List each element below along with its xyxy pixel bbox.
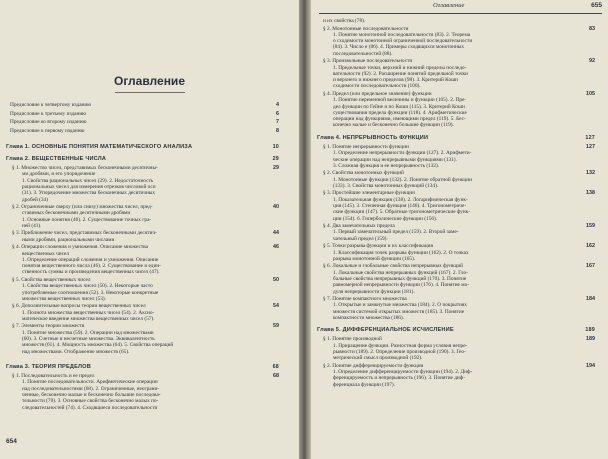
toc-page-ref: 4 — [276, 102, 279, 108]
preface-3 — [10, 119, 279, 125]
toc-line-text: 1. Локальные свойства непрерывных функций (167). 2. Гло- — [333, 269, 468, 276]
toc-page-ref: 7 — [276, 119, 279, 125]
toc-line-text: ней (41). — [22, 222, 42, 229]
toc-line-text: 3. Сложная функция и ее непрерывность (132). — [333, 162, 440, 169]
toc-line-text: Глава 5. ДИФФЕРЕНЦИАЛЬНОЕ ИСЧИСЛЕНИЕ — [317, 327, 454, 334]
toc-line-text: § 3. Произвольные последовательности — [323, 58, 413, 65]
chapter-1-heading — [6, 144, 279, 150]
toc-line-text: следовательностей (74). 4. Сходящиеся последовательности — [22, 404, 158, 411]
toc-line-text: 1. Свойства вещественных чисел (50). 2. Некоторые часто — [22, 283, 153, 290]
toc-line-text: вещественных чисел — [22, 250, 69, 257]
toc-line-text: 1. Монотонные функции (132). 2. Понятие обратной функции — [333, 176, 472, 183]
toc-page-ref: 127 — [585, 134, 595, 141]
toc-line-text: § 6. Локальные и глобальные свойства непрерывных функций — [323, 263, 463, 270]
toc-line-text: Предисловие ко второму изданию — [10, 119, 87, 125]
toc-line-text: 1. Определение дифференцируемости функции (194). 2. Диф- — [333, 369, 473, 376]
toc-line-text: существования предела функции (118). 4. Арифметические — [333, 109, 467, 116]
toc-page-ref: 105 — [586, 90, 595, 97]
toc-line-text: ции (154). 6. Гиперболические функции (156). — [333, 215, 438, 222]
toc-line-text: дел функции по Гейне и по Коши (115). 3. Критерий Коши — [333, 103, 465, 110]
toc-line-text: множества вещественных чисел (53). — [22, 295, 107, 302]
toc-line-text: § 1. Множество чисел, представимых бесконечными десятичны- — [12, 165, 158, 171]
page-number-left: 654 — [6, 438, 17, 445]
toc-line-text: Глава 4. НЕПРЕРЫВНОСТЬ ФУНКЦИИ — [317, 134, 429, 141]
toc-line-text: 1. Определение операций сложения и умножения. Описание — [22, 256, 159, 263]
toc-line-text: компактности множества (186). — [333, 314, 404, 321]
toc-line-text: 1. Понятие множества (59). 2. Операции над множествами — [22, 329, 154, 336]
toc-line-text: вательности (92). 2. Расширение понятий предельной точки — [333, 70, 468, 77]
toc-line-text: § 3. Простейшие элементарные функции — [323, 190, 415, 197]
page-number-right: 655 — [591, 2, 602, 9]
toc-line-text: Предисловие к первому изданию — [10, 127, 85, 134]
toc-line-text: чательный предел (159). — [333, 235, 388, 242]
chapter-5-heading — [317, 327, 595, 333]
running-head-rule — [319, 13, 602, 14]
toc-page-ref: 54 — [273, 303, 279, 310]
toc-line-text: § 5. Свойства вещественных чисел — [12, 276, 91, 283]
toc-line-text: дуля непрерывности функции (181). — [333, 288, 415, 295]
ch2-item-6-line-3 — [22, 316, 279, 322]
toc-line-text: рациональных чисел для измерения отрезков числовой оси — [22, 183, 156, 190]
toc-line-text: 1. Понятие переменной величины и функции (105). 2. Пре- — [333, 97, 467, 104]
ch4-item-3-line-5 — [333, 216, 595, 222]
toc-page-ref: 127 — [586, 143, 595, 150]
toc-line-text: (84). 3. Число е (86). 4. Примеры сходящихся монотонных — [333, 44, 465, 51]
toc-page-ref: 8 — [276, 127, 279, 134]
toc-line-text: употребляемые соотношения (52). 3. Некоторые конкретные — [22, 289, 159, 296]
ch3b-item-2-line-5 — [333, 51, 595, 57]
toc-line-text: (31). 3. Упорядочение множества бесконечных десятичных — [22, 190, 156, 197]
toc-page-ref: 40 — [273, 204, 279, 210]
toc-line-text: ными дробями, рациональными числами — [22, 236, 115, 243]
book-gutter — [299, 0, 311, 459]
title-rule — [115, 92, 185, 93]
ch4-item-7-line-4 — [333, 315, 595, 321]
toc-line-text: § 3. Приближение чисел, представимых бесконечными десятич- — [12, 230, 157, 237]
toc-line-text: тельности (70). 3. Основные свойства бесконечно малых по- — [22, 398, 159, 405]
preface-1 — [10, 102, 279, 108]
toc-page-ref: 159 — [586, 223, 595, 230]
chapter-3-heading — [6, 364, 279, 370]
toc-line-text: Глава 2. ВЕЩЕСТВЕННЫЕ ЧИСЛА — [6, 156, 107, 162]
toc-line-text: § 7. Понятие компактного множества — [323, 296, 407, 302]
right-page — [311, 0, 608, 459]
toc-line-text: § 6. Дополнительные вопросы теории вещественных чисел — [12, 303, 146, 310]
toc-line-text: 1. Предельные точки, верхний и нижний пределы последо- — [333, 64, 467, 71]
toc-line-text: § 1. Понятие непрерывности функции — [323, 143, 409, 150]
toc-line-text: 1. Первый замечательный предел (159). 2. Второй заме- — [333, 229, 459, 236]
toc-page-ref: 68 — [272, 364, 279, 371]
toc-line-text: понятия вещественного числа (46). 2. Существование и един- — [22, 263, 161, 270]
toc-line-text: Предисловие к четвертому изданию — [10, 102, 92, 108]
chapter-2-heading — [6, 156, 279, 162]
ch2-item-3-line-2 — [22, 237, 279, 243]
toc-line-text: ственность суммы и произведения вещественных чисел (47). — [22, 269, 160, 276]
toc-line-text: метрический смысл производной (192). — [333, 355, 423, 362]
preface-4 — [10, 128, 279, 134]
chapter-4-heading — [317, 135, 595, 141]
toc-line-text: 1. Определение непрерывности функции (127). 2. Арифмети- — [333, 150, 472, 157]
toc-page-ref: 132 — [586, 170, 595, 177]
toc-line-text: § 5. Точки разрыва функции и их классификация — [323, 243, 433, 250]
toc-line-text: множеств системой открытых множеств (185). 3. Понятие — [333, 308, 465, 315]
toc-line-text: и их свойства (78). — [323, 18, 366, 24]
toc-line-text: ми дробями, и его упорядочение — [22, 171, 96, 178]
toc-line-text: § 4. Операции сложения и умножения. Описание множества — [12, 244, 148, 251]
toc-title: Оглавление — [114, 74, 185, 88]
toc-page-ref: 10 — [272, 144, 279, 150]
toc-line-text: 1. Основные понятия (40). 2. Существование точных гра- — [22, 216, 152, 223]
toc-line-text: § 1. Понятие производной — [323, 336, 382, 343]
toc-line-text: § 1. Последовательность и ее предел — [12, 373, 95, 380]
toc-line-text: 1. Полнота множества вещественных чисел (54). 2. Аксио- — [22, 309, 155, 316]
toc-page-ref: 68 — [273, 373, 279, 380]
toc-line-text: 1. Свойства рациональных чисел (29). 2. Недостаточность — [22, 177, 154, 184]
toc-line-text: 1. Понятие монотонной последовательности (83). 2. Теорема — [333, 31, 471, 38]
toc-line-text: ские функции (147). 5. Обратные тригонометрические функ- — [333, 209, 471, 216]
toc-line-text: § 2. Свойства монотонных функций — [323, 170, 404, 177]
ch2-item-1-line-6 — [22, 197, 279, 203]
toc-line-text: 1. Показательная функция (138). 2. Логарифмическая функ- — [333, 196, 468, 203]
toc-page-ref: 167 — [586, 263, 595, 270]
toc-line-text: ция (145). 3. Степенная функция (146). 4. Тригонометриче- — [333, 203, 467, 209]
toc-page-ref: 83 — [589, 25, 595, 32]
toc-line-text: 1. Открытые и замкнутые множества (184). 2. О покрытиях — [333, 302, 467, 309]
toc-line-text: 1. Классификация точек разрыва функции (162). 2. О точках — [333, 249, 469, 256]
ch4-item-2-line-3 — [333, 183, 595, 189]
toc-line-text: Предисловие к третьему изданию — [10, 110, 87, 117]
toc-line-text: § 4. Два замечательных предела — [323, 223, 395, 230]
toc-page-ref: 59 — [273, 323, 279, 330]
toc-line-text: над последовательностями (68). 2. Ограниченные, неограни- — [22, 385, 160, 392]
running-head: Оглавление — [433, 2, 465, 9]
toc-line-text: матическое введение множества вещественных чисел (57). — [22, 315, 155, 322]
toc-page-ref: 50 — [273, 276, 279, 283]
toc-line-text: последовательностей (88). — [333, 50, 393, 57]
toc-line-text: о сходимости монотонной ограниченной последовательности — [333, 38, 473, 45]
ch5-item-1-line-4 — [333, 355, 595, 361]
toc-line-text: ставимых бесконечными десятичными дробями — [22, 210, 131, 217]
toc-line-text: бальные свойства непрерывных функций (170). 3. Понятие — [333, 275, 467, 282]
toc-page-ref: 29 — [272, 156, 279, 162]
toc-page-ref: 29 — [273, 165, 279, 171]
ch4-item-6-line-5 — [333, 289, 595, 295]
toc-page-ref: 46 — [273, 244, 279, 251]
toc-line-text: Глава 3. ТЕОРИЯ ПРЕДЕЛОВ — [6, 364, 91, 371]
toc-line-text: (133). 3. Свойства монотонных функций (134). — [333, 182, 439, 189]
toc-line-text: над множествами. Отображение множеств (65). — [22, 348, 130, 355]
toc-line-text: разрыва монотонной функции (165). — [333, 255, 416, 262]
ch3b-item-1-line-1 — [323, 18, 595, 24]
toc-line-text: Глава 1. ОСНОВНЫЕ ПОНЯТИЯ МАТЕМАТИЧЕСКОГО АНАЛИЗА — [6, 144, 193, 150]
toc-line-text: ференцируемость и непрерывность (196). 3. Понятие диф- — [333, 375, 465, 382]
toc-page-ref: 189 — [586, 336, 595, 343]
ch2-item-7-line-5 — [22, 349, 279, 355]
toc-page-ref: 184 — [586, 296, 595, 302]
toc-line-text: (60). 3. Счетные и несчетные множества. Эквивалентность — [22, 336, 155, 342]
left-page — [0, 0, 299, 459]
toc-line-text: § 2. Понятие дифференцируемости функции — [323, 362, 424, 369]
toc-line-text: ференциала функции (197). — [333, 381, 395, 388]
toc-line-text: 1. Приращение функции. Разностная форма условия непре- — [333, 342, 468, 349]
toc-page-ref: 189 — [585, 327, 595, 334]
preface-2 — [10, 111, 279, 117]
ch4-item-1-line-4 — [333, 163, 595, 169]
toc-line-text: ченные, бесконечно малые и бесконечно большие последова- — [22, 392, 161, 398]
toc-line-text: § 2. Ограниченные сверху (или снизу) множества чисел, пред- — [12, 204, 153, 210]
ch2-item-4-line-5 — [22, 269, 279, 275]
toc-line-text: множеств (61). 4. Мощность множества (64). 5. Свойства операций — [22, 342, 174, 349]
toc-page-ref: 194 — [586, 362, 595, 369]
ch2-item-2-line-4 — [22, 223, 279, 229]
toc-line-text: дробей (34) — [22, 196, 48, 203]
toc-page-ref: 162 — [586, 243, 595, 250]
toc-line-text: § 2. Монотонные последовательности — [323, 25, 409, 32]
toc-line-text: конечно малые и бесконечно большие функции (119). — [333, 122, 454, 129]
toc-line-text: и верхнего и нижнего пределов (98). 3. Критерий Коши — [333, 77, 459, 84]
toc-line-text: § 7. Элементы теории множеств — [12, 323, 85, 330]
toc-line-text: равномерной непрерывности функции (176). 4. Понятие мо- — [333, 282, 469, 289]
toc-line-text: ческие операции над непрерывными функциями (131). — [333, 156, 457, 163]
ch4-item-4-line-3 — [333, 236, 595, 242]
toc-page-ref: 44 — [273, 230, 279, 237]
ch3-item-1-line-6 — [22, 405, 279, 411]
toc-line-text: рывности (189). 2. Определение производной (190). 3. Гео- — [333, 349, 466, 355]
ch3b-item-3-line-5 — [333, 83, 595, 89]
toc-page-ref: 138 — [586, 190, 595, 197]
toc-line-text: сходимости последовательности (100). — [333, 83, 421, 90]
ch2-item-5-line-4 — [22, 296, 279, 302]
toc-page-ref: 6 — [276, 110, 279, 117]
ch5-item-2-line-4 — [333, 382, 595, 388]
ch4-item-5-line-3 — [333, 256, 595, 262]
ch3b-item-4-line-6 — [333, 122, 595, 128]
toc-line-text: § 4. Предел (или предельное значение) функции — [323, 90, 432, 97]
toc-line-text: 1. Понятие последовательности. Арифметические операции — [22, 379, 158, 386]
toc-page-ref: 92 — [589, 58, 595, 65]
toc-line-text: операции над функциями, имеющими предел (119). 5. Бес- — [333, 116, 466, 123]
